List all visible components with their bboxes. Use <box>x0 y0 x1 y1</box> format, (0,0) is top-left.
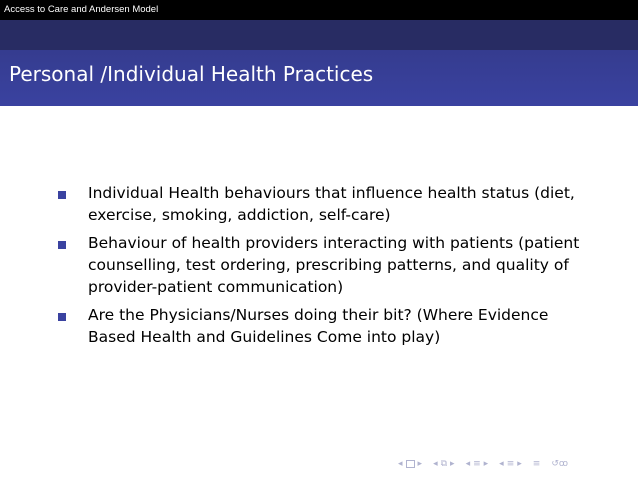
search-icon[interactable]: ↺ꝏ <box>551 459 569 469</box>
bullet-text: Are the Physicians/Nurses doing their bit? (Where Evidence Based Health and Guidelines Come into play) <box>88 306 549 346</box>
frame-title: Personal /Individual Health Practices <box>9 62 374 86</box>
bullet-text: Behaviour of health providers interacting with patients (patient counselling, test ordering, prescribing patterns, and quality of provider-patient communication) <box>88 234 580 296</box>
back-icon[interactable]: ≡ <box>532 459 541 469</box>
subsection-next-icon[interactable]: ▸ <box>450 459 455 469</box>
frame-prev-icon[interactable]: ◂ <box>398 459 403 469</box>
bullet-list <box>56 182 596 354</box>
header-section-title: Access to Care and Andersen Model <box>0 0 638 20</box>
header-band <box>0 20 638 50</box>
bullet-item <box>56 182 596 226</box>
section-prev-icon[interactable]: ◂ <box>465 459 471 469</box>
square-bullet-icon <box>58 313 66 321</box>
subsection-icon[interactable]: ⧉ <box>440 459 448 469</box>
section-icon[interactable]: ≡ <box>473 459 481 469</box>
subsection-prev-icon[interactable]: ◂ <box>433 459 438 469</box>
part-prev-icon[interactable]: ◂ <box>499 459 504 469</box>
square-bullet-icon <box>58 241 66 249</box>
navigation-bar <box>398 457 568 471</box>
frame-next-icon[interactable]: ▸ <box>417 459 423 469</box>
part-next-icon[interactable]: ▸ <box>517 459 522 469</box>
part-icon[interactable]: ≡ <box>506 459 515 469</box>
square-bullet-icon <box>58 191 66 199</box>
section-next-icon[interactable]: ▸ <box>483 459 489 469</box>
bullet-item <box>56 232 596 298</box>
frame-icon[interactable] <box>406 460 415 468</box>
bullet-item <box>56 304 596 348</box>
bullet-text: Individual Health behaviours that influence health status (diet, exercise, smoking, addiction, self-care) <box>88 184 575 224</box>
